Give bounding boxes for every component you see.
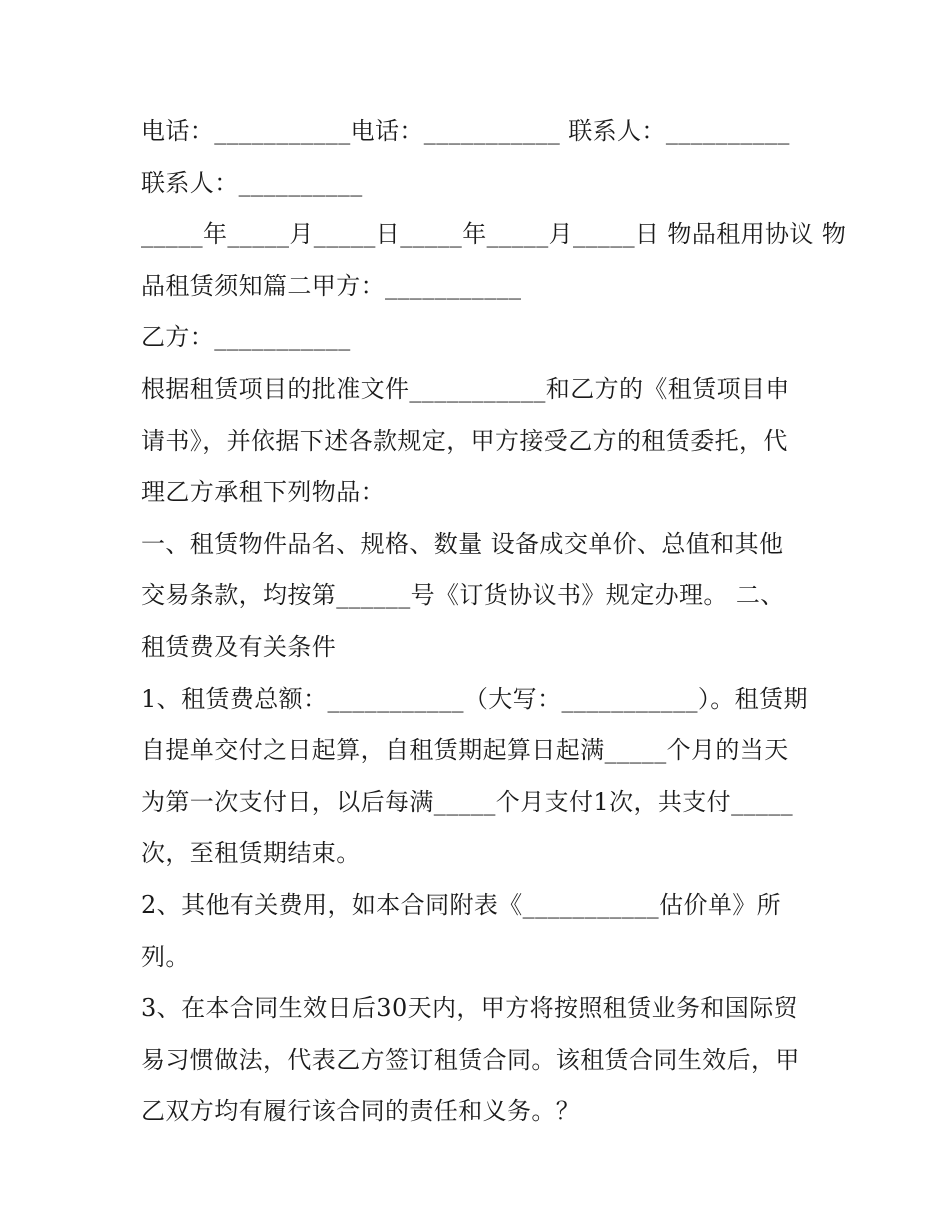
text-line-20: 乙双方均有履行该合同的责任和义务。？: [141, 1097, 581, 1126]
text-line-7: 请书》，并依据下述各款规定，甲方接受乙方的租赁委托，代: [141, 426, 788, 455]
text-line-19: 易习惯做法，代表乙方签订租赁合同。该租赁合同生效后，甲: [141, 1045, 800, 1074]
document-body: [141, 106, 847, 1138]
text-line-12: 1、租赁费总额：___________（大写：___________）。租赁期: [141, 684, 808, 713]
text-line-11: 租赁费及有关条件: [141, 632, 337, 661]
text-line-18: 3、在本合同生效日后30天内，甲方将按照租赁业务和国际贸: [141, 994, 799, 1023]
text-line-5: 乙方：___________: [141, 323, 351, 352]
text-line-4: 品租赁须知篇二甲方：___________: [141, 271, 522, 300]
text-line-15: 次，至租赁期结束。: [141, 839, 361, 868]
text-line-2: 联系人：__________: [141, 168, 363, 197]
text-line-14: 为第一次支付日，以后每满_____个月支付1次，共支付_____: [141, 787, 794, 816]
text-line-3: _____年_____月_____日_____年_____月_____日 物品租用协议 物: [141, 220, 847, 249]
text-line-1: 电话：___________电话：___________ 联系人：__________: [141, 117, 790, 145]
text-line-17: 列。: [141, 942, 190, 971]
text-line-13: 自提单交付之日起算，自租赁期起算日起满_____个月的当天: [141, 736, 789, 765]
text-line-6: 根据租赁项目的批准文件___________和乙方的《租赁项目申: [141, 374, 790, 403]
text-line-10: 交易条款，均按第______号《订货协议书》规定办理。 二、: [141, 581, 785, 610]
text-line-8: 理乙方承租下列物品：: [141, 478, 385, 507]
text-line-9: 一、租赁物件品名、规格、数量 设备成交单价、总值和其他: [141, 529, 784, 558]
text-line-16: 2、其他有关费用，如本合同附表《___________估价单》所: [141, 890, 782, 919]
